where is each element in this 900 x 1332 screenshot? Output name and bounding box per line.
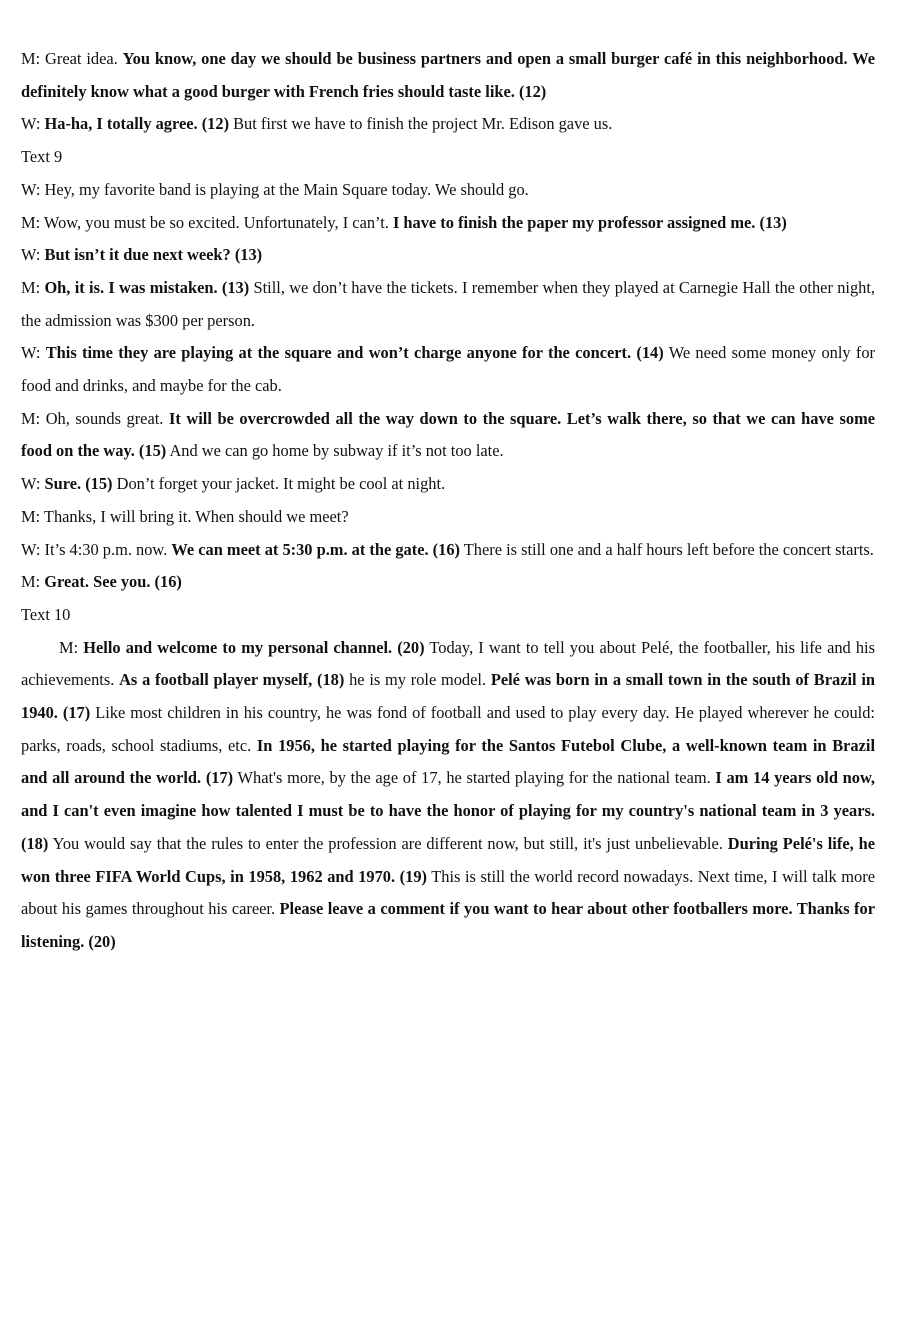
paragraph-8	[21, 403, 875, 468]
text-run: he is my role model.	[344, 670, 491, 690]
text-run: Text 10	[21, 604, 71, 624]
bold-run: But isn’t it due next week? (13)	[44, 245, 263, 265]
bold-run: Oh, it is. I was mistaken. (13)	[44, 277, 250, 297]
text-run: M: Oh, sounds great.	[21, 408, 169, 428]
bold-run: You know, one day we should be business partners and open a small burger café in this neighborhood. We definitely know what a good burger with French fries should taste like. (12)	[21, 49, 875, 101]
bold-run: Hello and welcome to my personal channel. (20)	[83, 637, 425, 657]
text-run: M: Thanks, I will bring it. When should we meet?	[21, 506, 349, 526]
text-run: This is still the world record nowadays. Next time, I will talk more about his games throughout his career.	[21, 866, 875, 919]
text-run: W: Hey, my favorite band is playing at the Main Square today. We should go.	[21, 179, 529, 199]
paragraph-0	[21, 43, 875, 108]
text-run: M: Wow, you must be so excited. Unfortunately, I can’t.	[21, 212, 393, 232]
text-run: You would say that the rules to enter the profession are different now, but still, it's just unbelievable.	[48, 833, 728, 853]
text-run: W:	[21, 343, 46, 363]
bold-run: It will be overcrowded all the way down to the square. Let’s walk there, so that we can have some food on the way. (15)	[21, 408, 875, 461]
document-page	[21, 43, 875, 959]
paragraph-3	[21, 174, 875, 207]
text-run: W:	[21, 114, 45, 134]
paragraph-9	[21, 468, 875, 501]
paragraph-6	[21, 272, 875, 337]
bold-run: During Pelé's life, he won three FIFA World Cups, in 1958, 1962 and 1970. (19)	[21, 833, 875, 886]
section-heading-text-9	[21, 141, 875, 174]
paragraph-7	[21, 337, 875, 402]
paragraph-12	[21, 566, 875, 599]
text-run: Don’t forget your jacket. It might be cool at night.	[112, 474, 446, 494]
text-run: Like most children in his country, he was fond of football and used to play every day. He played wherever he could: parks, roads, school stadiums, etc.	[21, 703, 875, 755]
text-run: M:	[21, 572, 45, 592]
text-run: M: Great idea.	[21, 49, 123, 68]
text-run: Today, I want to tell you about Pelé, the footballer, his life and his achievements.	[21, 637, 875, 690]
bold-run: We can meet at 5:30 p.m. at the gate. (16)	[171, 539, 460, 559]
text-run: There is still one and a half hours left before the concert starts.	[459, 539, 874, 559]
bold-run: As a football player myself, (18)	[119, 670, 345, 690]
text-run: M:	[21, 277, 45, 297]
text-run: M:	[59, 637, 84, 657]
text-run: Text 9	[21, 147, 63, 167]
paragraph-10	[21, 501, 875, 534]
text-run: W:	[21, 245, 45, 265]
text-run: W: It’s 4:30 p.m. now.	[21, 539, 172, 559]
bold-run: In 1956, he started playing for the Santos Futebol Clube, a well-known team in Brazil and all around the world. (17)	[21, 735, 875, 788]
bold-run: This time they are playing at the square and won’t charge anyone for the concert. (14)	[45, 343, 664, 363]
bold-run: Ha-ha, I totally agree. (12)	[44, 114, 230, 134]
text-run: Still, we don’t have the tickets. I remember when they played at Carnegie Hall the other night, the admission was $300 per person.	[21, 277, 875, 330]
paragraph-14	[21, 632, 875, 959]
text-run: W:	[21, 474, 45, 494]
bold-run: I am 14 years old now, and I can't even imagine how talented I must be to have the honor of playing for my country's national team in 3 years. (18)	[21, 768, 876, 853]
text-run: But first we have to finish the project Mr. Edison gave us.	[229, 114, 613, 134]
bold-run: Please leave a comment if you want to hear about other footballers more. Thanks for listening. (20)	[21, 899, 875, 951]
bold-run: Sure. (15)	[44, 474, 113, 494]
text-run: And we can go home by subway if it’s not too late.	[166, 441, 504, 461]
paragraph-1	[21, 108, 875, 141]
section-heading-text-10	[21, 599, 875, 632]
paragraph-4	[21, 207, 875, 240]
paragraph-5	[21, 239, 875, 272]
text-run: What's more, by the age of 17, he started playing for the national team.	[233, 768, 716, 788]
text-run: We need some money only for food and drinks, and maybe for the cab.	[21, 343, 876, 396]
paragraph-11	[21, 534, 875, 567]
bold-run: Pelé was born in a small town in the south of Brazil in 1940. (17)	[21, 670, 876, 723]
bold-run: Great. See you. (16)	[44, 572, 182, 592]
bold-run: I have to finish the paper my professor assigned me. (13)	[392, 212, 787, 232]
